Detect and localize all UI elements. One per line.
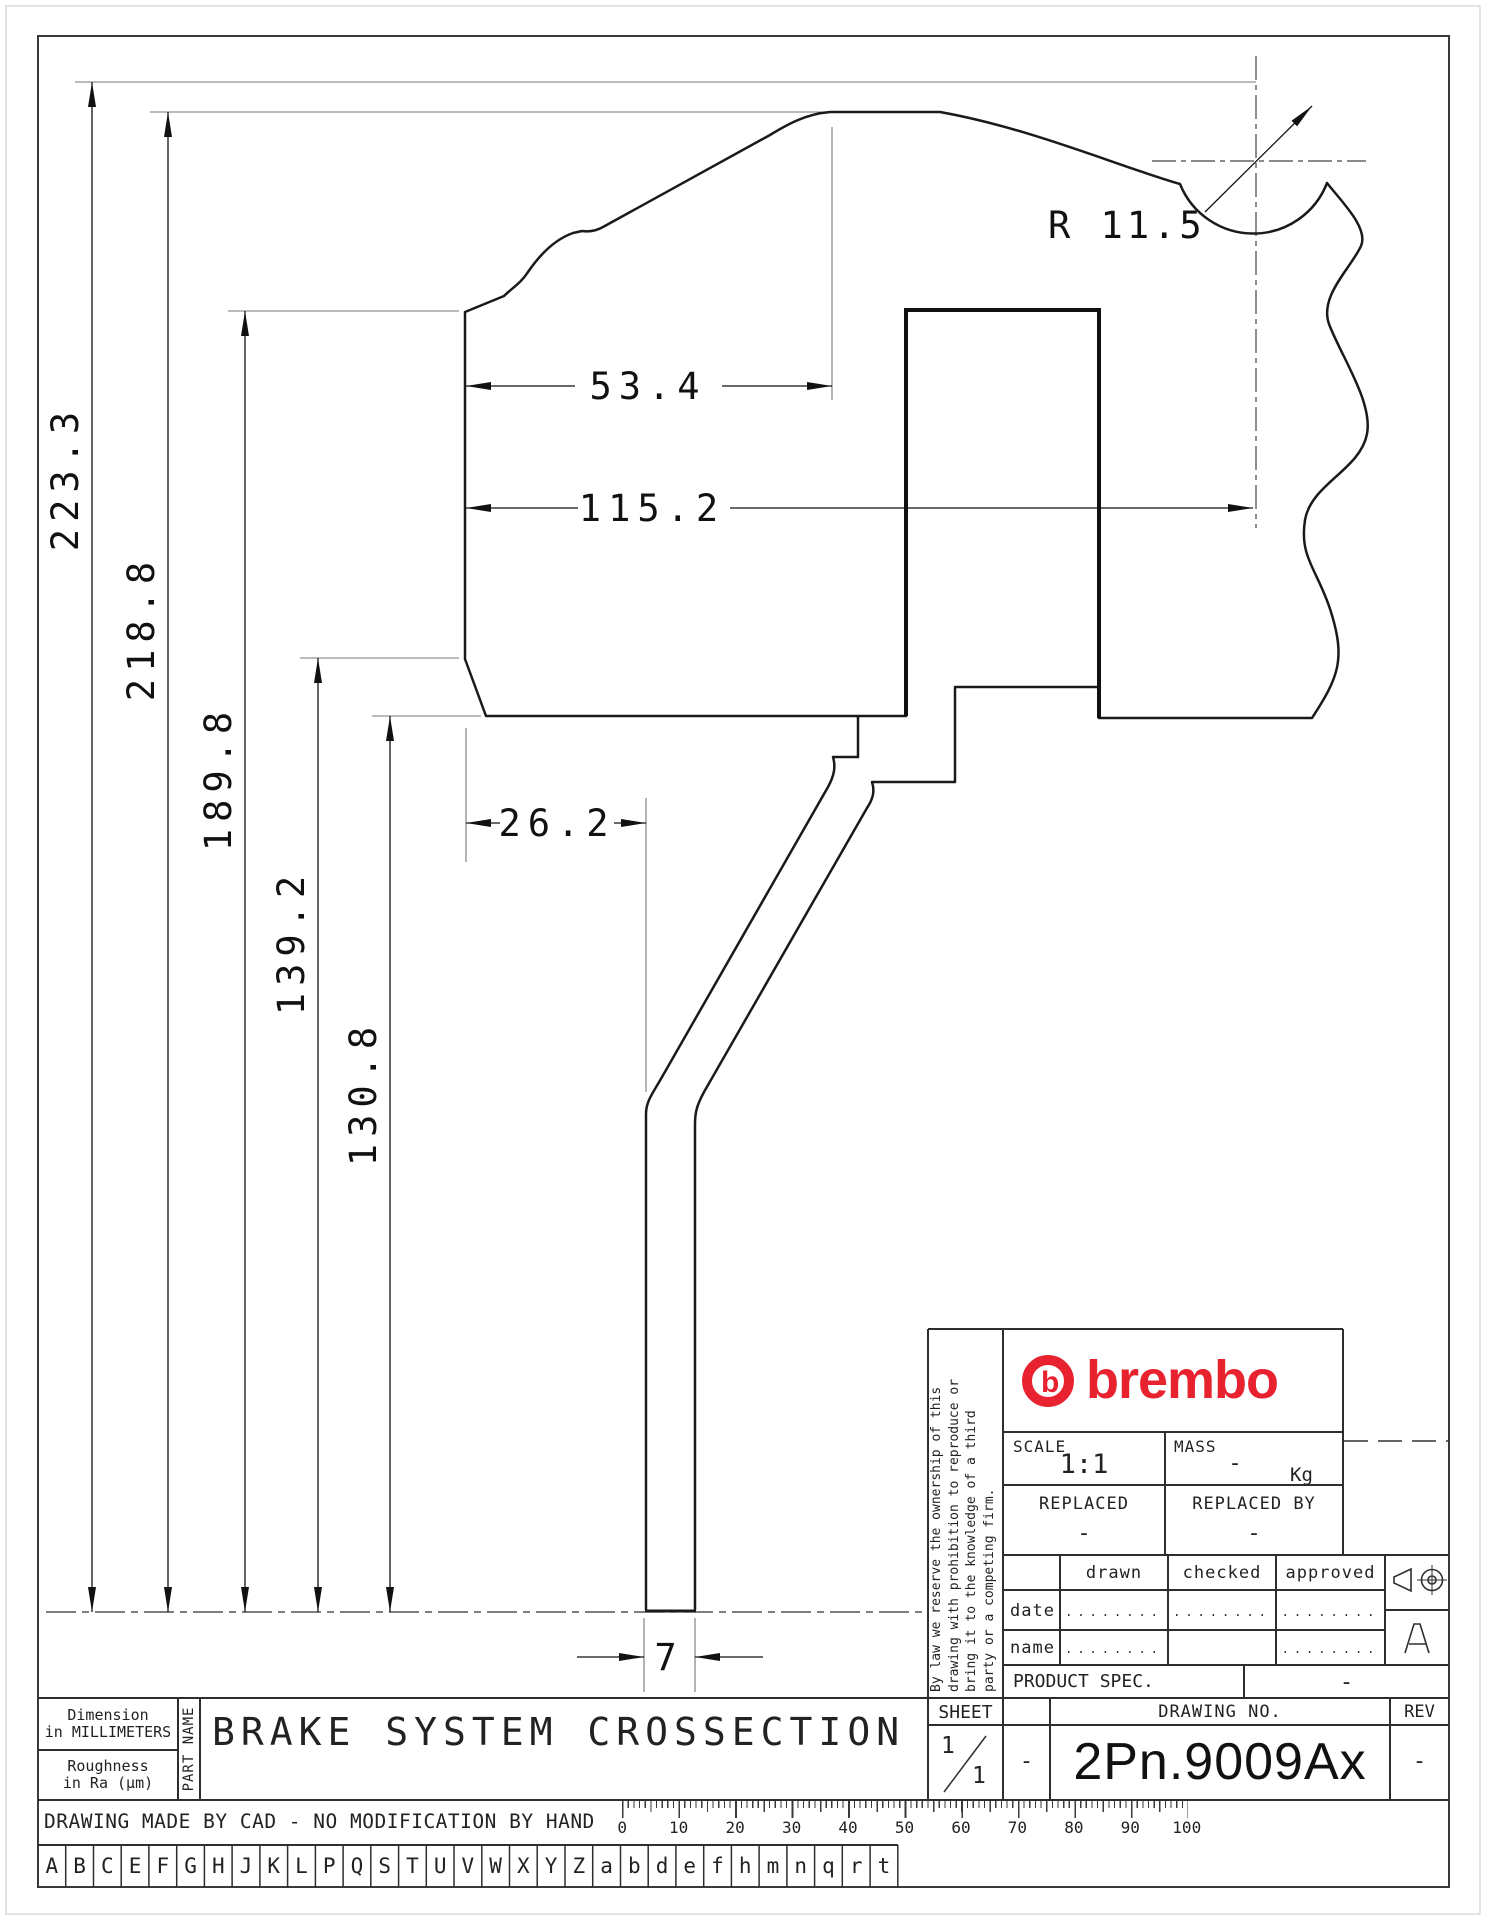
part-title: BRAKE SYSTEM CROSSECTION bbox=[212, 1710, 906, 1754]
letter-cell: G bbox=[184, 1854, 197, 1878]
ruler-num-20: 20 bbox=[725, 1818, 745, 1837]
name-drawn-dots: ........ bbox=[1065, 1642, 1163, 1656]
letter-cell: E bbox=[128, 1854, 142, 1878]
col-checked-label: checked bbox=[1182, 1563, 1262, 1583]
letter-cell: e bbox=[683, 1854, 697, 1878]
letter-cell: K bbox=[267, 1854, 281, 1878]
col-approved-label: approved bbox=[1285, 1563, 1376, 1583]
dim-label-width-overall: 115.2 bbox=[578, 487, 726, 530]
letter-cell: H bbox=[211, 1854, 225, 1878]
letter-cell: q bbox=[822, 1854, 835, 1878]
part-name-label: PART NAME bbox=[181, 1706, 197, 1792]
rev-label: REV bbox=[1404, 1702, 1435, 1722]
letter-cell: Z bbox=[572, 1854, 586, 1878]
dim-label-height-5: 130.8 bbox=[342, 1019, 385, 1167]
rev-value: - bbox=[1412, 1748, 1427, 1774]
letter-cell: S bbox=[378, 1854, 391, 1878]
date-drawn-dots: ........ bbox=[1065, 1605, 1163, 1619]
ruler-num-10: 10 bbox=[669, 1818, 689, 1837]
letter-cell: Q bbox=[350, 1854, 364, 1878]
dimension-note-line2: in MILLIMETERS bbox=[44, 1723, 172, 1741]
letter-cell: L bbox=[295, 1854, 308, 1878]
letter-cell: Y bbox=[544, 1854, 558, 1878]
roughness-note-line1: Roughness bbox=[67, 1757, 149, 1775]
row-date-label: date bbox=[1010, 1601, 1055, 1621]
radius-leader-line bbox=[1205, 106, 1312, 212]
ruler-num-100: 100 bbox=[1172, 1818, 1202, 1837]
dim-label-radius: R 11.5 bbox=[1048, 204, 1206, 247]
letter-cell: f bbox=[711, 1854, 724, 1878]
legal-line-2: drawing with prohibition to reproduce or bbox=[946, 1378, 962, 1692]
ruler-num-0: 0 bbox=[617, 1818, 628, 1837]
letter-cell: T bbox=[406, 1854, 419, 1878]
letter-cell: J bbox=[239, 1854, 253, 1878]
replaced-by-value: - bbox=[1247, 1520, 1261, 1546]
product-spec-value: - bbox=[1339, 1669, 1354, 1695]
dim-label-height-3: 189.8 bbox=[197, 704, 240, 852]
letter-cell: V bbox=[461, 1854, 475, 1878]
letter-cell: b bbox=[627, 1854, 641, 1878]
letter-cell: r bbox=[849, 1854, 863, 1878]
mass-value: - bbox=[1228, 1450, 1242, 1476]
replaced-value: - bbox=[1077, 1520, 1091, 1546]
dim-label-height-4: 139.2 bbox=[270, 868, 313, 1016]
legal-line-3: bring it to the knowledge of a third bbox=[964, 1410, 979, 1692]
replaced-by-label: REPLACED BY bbox=[1192, 1494, 1316, 1514]
date-approved-dots: ........ bbox=[1281, 1605, 1380, 1619]
dim-label-width-top: 53.4 bbox=[589, 365, 707, 408]
cad-note: DRAWING MADE BY CAD - NO MODIFICATION BY HAND bbox=[44, 1810, 595, 1833]
sheet-label: SHEET bbox=[938, 1701, 993, 1723]
letter-cell: a bbox=[600, 1854, 613, 1878]
brembo-logo-icon bbox=[1027, 1360, 1069, 1402]
brembo-wordmark: brembo bbox=[1086, 1350, 1279, 1410]
ruler-num-60: 60 bbox=[951, 1818, 971, 1837]
dim-label-height-2: 218.8 bbox=[120, 554, 163, 702]
dim-label-width-offset: 26.2 bbox=[498, 802, 616, 845]
letter-cell: B bbox=[73, 1854, 86, 1878]
letter-cell: X bbox=[517, 1854, 530, 1878]
dimension-note bbox=[40, 1702, 176, 1746]
scale-label: SCALE bbox=[1013, 1437, 1067, 1456]
letter-cell: P bbox=[322, 1854, 336, 1878]
svg-text:b: b bbox=[1041, 1366, 1060, 1399]
pad-left-profile bbox=[646, 716, 858, 1610]
letter-cell: n bbox=[794, 1854, 808, 1878]
ruler-num-70: 70 bbox=[1007, 1818, 1028, 1837]
roughness-note bbox=[40, 1754, 176, 1796]
letter-cell: m bbox=[766, 1854, 780, 1878]
letter-cell: d bbox=[655, 1854, 669, 1878]
sheet-denominator: 1 bbox=[972, 1763, 986, 1789]
scale-value: 1:1 bbox=[1059, 1448, 1109, 1480]
product-spec-label: PRODUCT SPEC. bbox=[1013, 1671, 1154, 1692]
centerlines bbox=[1152, 56, 1366, 528]
ruler-ticks bbox=[622, 1801, 1188, 1818]
name-approved-dots: ........ bbox=[1281, 1642, 1380, 1656]
legal-line-1: By law we reserve the ownership of this bbox=[929, 1386, 944, 1692]
caliper-body-outline bbox=[465, 112, 1368, 718]
letter-cell: A bbox=[45, 1854, 59, 1878]
roughness-note-line2: in Ra (μm) bbox=[62, 1774, 154, 1792]
bridge-window bbox=[906, 310, 1099, 718]
outer-frame bbox=[6, 6, 1480, 1914]
ruler-num-30: 30 bbox=[781, 1818, 802, 1837]
letter-cell: h bbox=[738, 1854, 752, 1878]
col-drawn-label: drawn bbox=[1085, 1563, 1143, 1583]
dimension-note-line1: Dimension bbox=[67, 1706, 149, 1724]
letter-cell: U bbox=[433, 1854, 447, 1878]
dim-label-overall-height: 223.3 bbox=[44, 404, 87, 552]
letter-cell: C bbox=[101, 1854, 114, 1878]
mass-unit: Kg bbox=[1290, 1464, 1313, 1486]
legal-line-4: party or a competing firm. bbox=[981, 1488, 997, 1692]
cad-note-band bbox=[38, 1800, 1449, 1845]
row-name-label: name bbox=[1010, 1638, 1055, 1658]
drawing-no-label: DRAWING NO. bbox=[1158, 1702, 1282, 1722]
letter-cell: F bbox=[156, 1854, 170, 1878]
legal-text-column bbox=[928, 1329, 1003, 1698]
ruler-num-40: 40 bbox=[838, 1818, 858, 1837]
sheet-numerator: 1 bbox=[941, 1733, 955, 1759]
ruler-num-80: 80 bbox=[1064, 1818, 1084, 1837]
mass-label: MASS bbox=[1174, 1437, 1217, 1456]
letter-cell: W bbox=[489, 1854, 502, 1878]
ruler-num-50: 50 bbox=[894, 1818, 915, 1837]
date-checked-dots: ........ bbox=[1173, 1605, 1271, 1619]
drawing-no-value: 2Pn.9009Ax bbox=[1073, 1733, 1367, 1791]
revision-letter-strip bbox=[38, 1845, 898, 1887]
sheet-dash: - bbox=[1019, 1748, 1034, 1774]
ruler-scale bbox=[594, 1818, 1215, 1837]
ruler-num-90: 90 bbox=[1120, 1818, 1140, 1837]
dim-label-disc-thickness: 7 bbox=[654, 1636, 684, 1679]
letter-cell: t bbox=[877, 1854, 891, 1878]
replaced-label: REPLACED bbox=[1039, 1494, 1129, 1514]
